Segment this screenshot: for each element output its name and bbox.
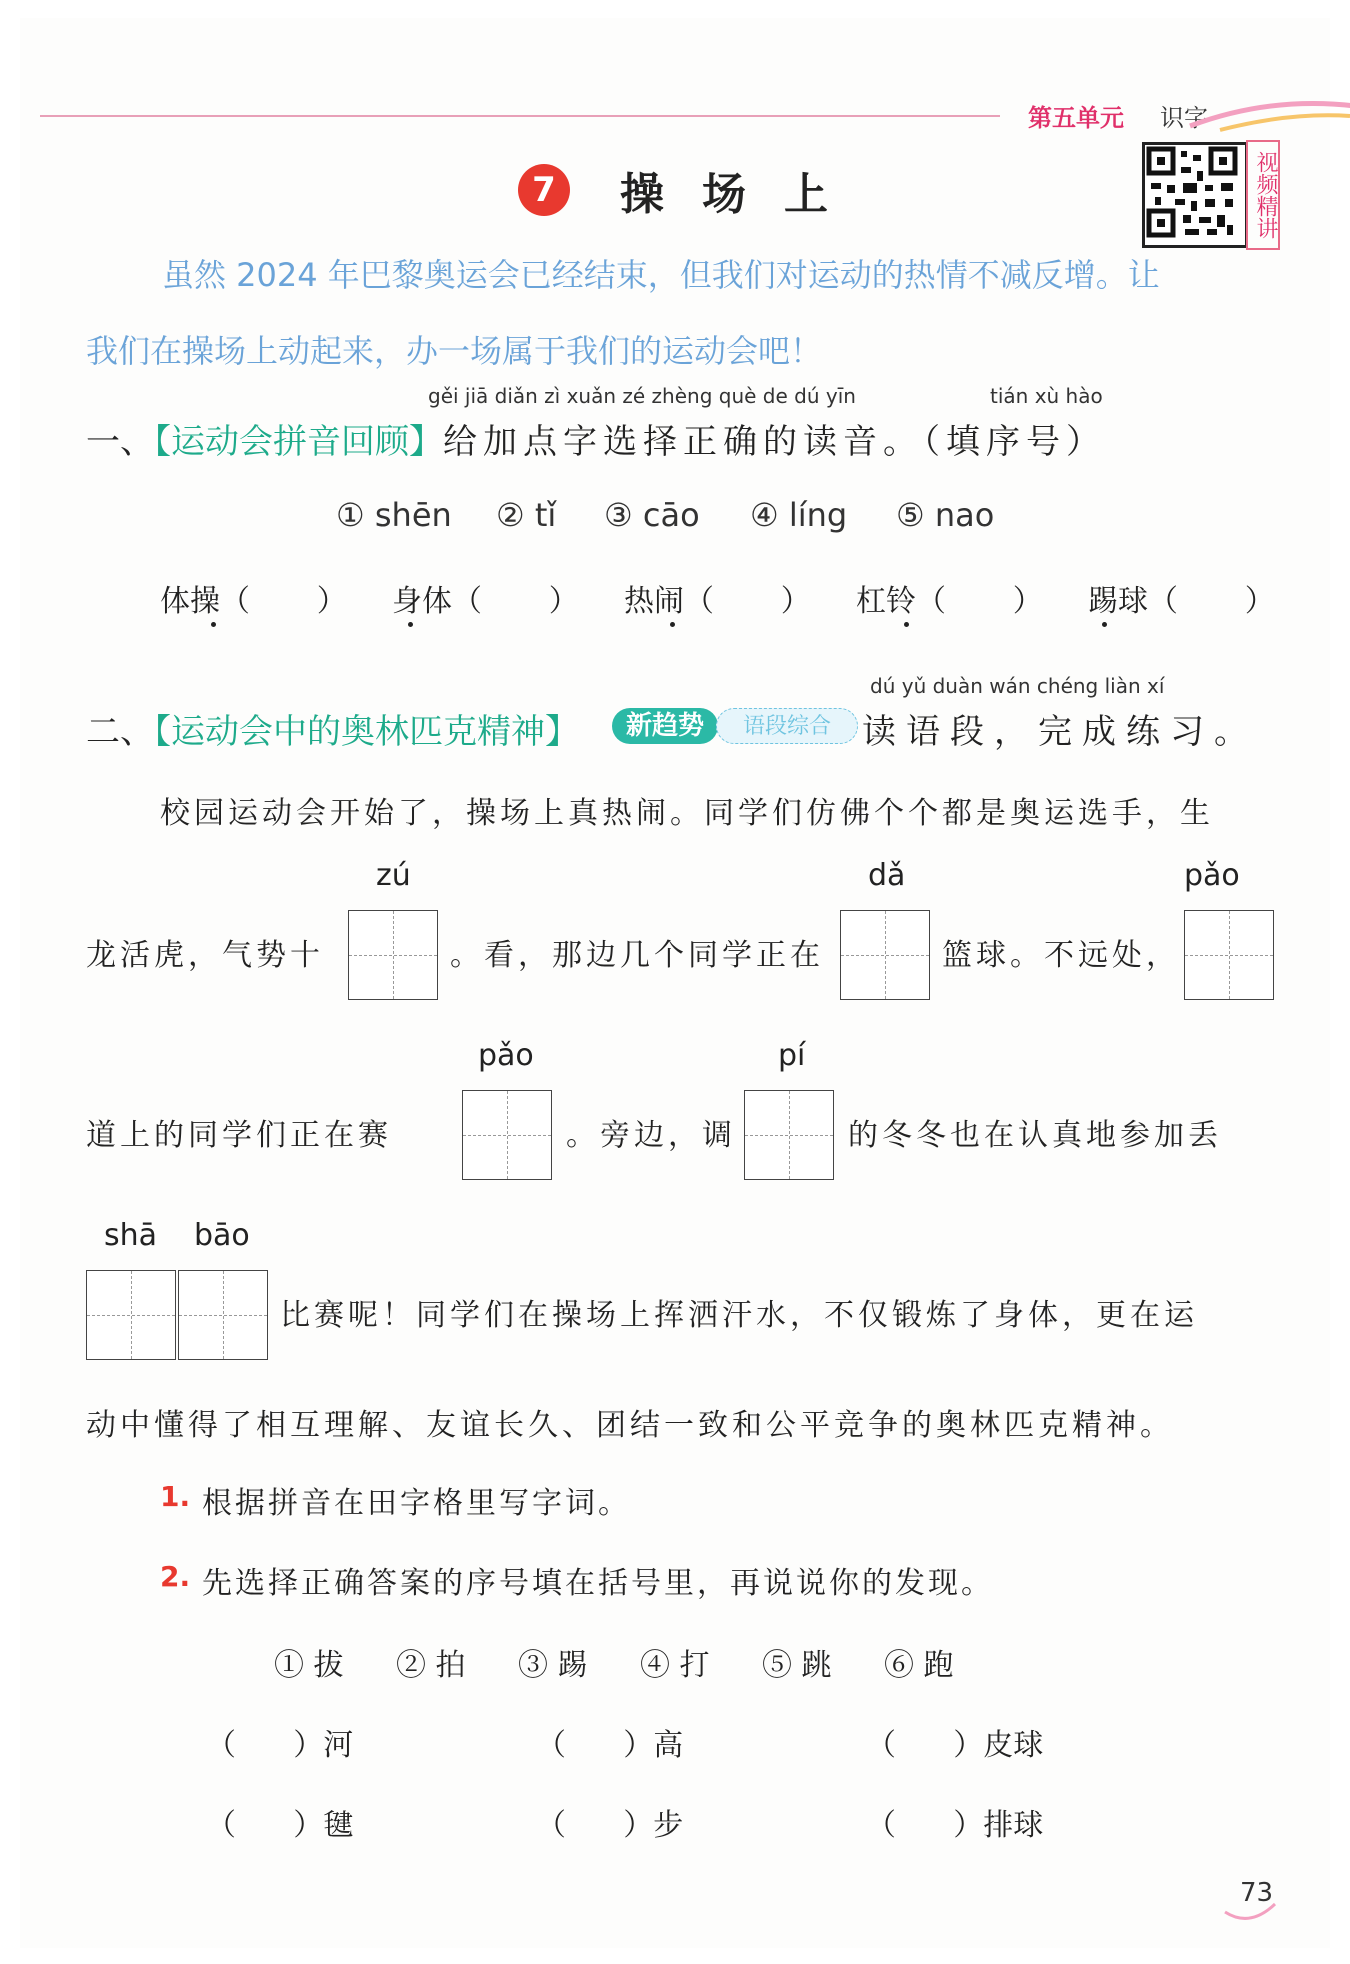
option-5: ⑤ nao xyxy=(896,496,995,534)
box-pinyin: pǎo xyxy=(478,1038,534,1073)
emphasis-dot xyxy=(670,622,675,627)
fill-blank-item[interactable]: （ ）步 xyxy=(536,1808,684,1843)
emphasis-dot xyxy=(1102,622,1107,627)
section1-instruction: 给加点字选择正确的读音。（填序号） xyxy=(443,422,1106,462)
option-4: ④ líng xyxy=(750,496,848,534)
new-trend-badge: 新趋势 xyxy=(612,708,718,744)
section1-heading xyxy=(86,414,1106,463)
box-pinyin: pí xyxy=(778,1038,806,1073)
lesson-title: 操场上 xyxy=(620,169,866,220)
word-item: 身体（ ） xyxy=(392,584,579,619)
option-2: ② tǐ xyxy=(496,496,557,534)
box-pinyin: zú xyxy=(376,858,411,893)
section2-tag: 【运动会中的奥林匹克精神】 xyxy=(154,712,579,752)
section2-pinyin: dú yǔ duàn wán chéng liàn xí xyxy=(870,674,1165,698)
answer-blank[interactable]: （ ） xyxy=(684,584,811,619)
choice-2: ② 拍 xyxy=(396,1648,466,1683)
emphasis-dot xyxy=(904,622,909,627)
question-1-number: 1. xyxy=(160,1480,191,1513)
box-pinyin: bāo xyxy=(194,1218,250,1253)
answer-blank[interactable]: （ ） xyxy=(916,584,1043,619)
passage-line-5: 动中懂得了相互理解、友谊长久、团结一致和公平竞争的奥林匹克精神。 xyxy=(86,1408,1174,1443)
fill-blank-item[interactable]: （ ）河 xyxy=(206,1728,354,1763)
box-pinyin: pǎo xyxy=(1184,858,1240,893)
intro-line-1: 虽然 2024 年巴黎奥运会已经结束，但我们对运动的热情不减反增。让 xyxy=(162,256,1160,294)
passage-line-2b: 。看，那边几个同学正在 xyxy=(450,938,824,973)
writing-grid-box[interactable] xyxy=(744,1090,834,1180)
header-rule xyxy=(40,115,1000,117)
question-2-text: 先选择正确答案的序号填在括号里，再说说你的发现。 xyxy=(202,1566,994,1601)
word-item: 体操（ ） xyxy=(160,584,347,619)
option-3: ③ cāo xyxy=(604,496,700,534)
writing-grid-box[interactable] xyxy=(348,910,438,1000)
section2-instruction: 读语段，完成练习。 xyxy=(862,712,1258,752)
passage-line-3a: 道上的同学们正在赛 xyxy=(86,1118,392,1153)
passage-line-4: 比赛呢！同学们在操场上挥洒汗水，不仅锻炼了身体，更在运 xyxy=(280,1298,1198,1333)
answer-blank[interactable]: （ ） xyxy=(452,584,579,619)
choice-4: ④ 打 xyxy=(640,1648,710,1683)
section1-pinyin: gěi jiā diǎn zì xuǎn zé zhèng què de dú yīn xyxy=(428,384,856,408)
qr-code-icon[interactable] xyxy=(1142,142,1248,248)
word-item: 杠铃（ ） xyxy=(856,584,1043,619)
workbook-page xyxy=(20,18,1330,1948)
section2-prefix: 二、 xyxy=(86,712,154,752)
word-item: 踢球（ ） xyxy=(1088,584,1275,619)
unit-label: 第五单元 xyxy=(1028,104,1124,132)
passage-line-1: 校园运动会开始了，操场上真热闹。同学们仿佛个个都是奥运选手，生 xyxy=(160,796,1214,831)
choice-5: ⑤ 跳 xyxy=(762,1648,832,1683)
option-1: ① shēn xyxy=(336,496,452,534)
emphasis-dot xyxy=(211,622,216,627)
box-pinyin: shā xyxy=(104,1218,158,1253)
page-swoosh-icon xyxy=(1220,1900,1280,1930)
writing-grid-box[interactable] xyxy=(86,1270,176,1360)
lesson-number-badge: 7 xyxy=(518,164,570,216)
question-1-text: 根据拼音在田字格里写字词。 xyxy=(202,1486,631,1521)
section2-heading xyxy=(86,704,579,753)
writing-grid-box[interactable] xyxy=(1184,910,1274,1000)
fill-blank-item[interactable]: （ ）毽 xyxy=(206,1808,354,1843)
passage-line-3c: 的冬冬也在认真地参加丢 xyxy=(848,1118,1222,1153)
page-number: 73 xyxy=(1240,1878,1274,1908)
video-explanation-tag[interactable]: 视频精讲 xyxy=(1246,140,1280,250)
passage-type-badge: 语段综合 xyxy=(716,708,858,744)
choice-6: ⑥ 跑 xyxy=(884,1648,954,1683)
writing-grid-box[interactable] xyxy=(462,1090,552,1180)
header-swoosh-icon xyxy=(1180,96,1350,136)
intro-line-2: 我们在操场上动起来，办一场属于我们的运动会吧！ xyxy=(86,332,823,370)
choice-3: ③ 踢 xyxy=(518,1648,588,1683)
passage-line-3b: 。旁边，调 xyxy=(566,1118,736,1153)
passage-line-2a: 龙活虎，气势十 xyxy=(86,938,324,973)
writing-grid-box[interactable] xyxy=(178,1270,268,1360)
section1-tag: 【运动会拼音回顾】 xyxy=(154,422,443,462)
section1-prefix: 一、 xyxy=(86,422,154,462)
choice-1: ① 拔 xyxy=(274,1648,344,1683)
unit-subject: 识字 xyxy=(1160,104,1208,132)
section1-pinyin-tail: tián xù hào xyxy=(990,384,1103,408)
writing-grid-box[interactable] xyxy=(840,910,930,1000)
emphasis-dot xyxy=(408,622,413,627)
question-2-number: 2. xyxy=(160,1560,191,1593)
word-item: 热闹（ ） xyxy=(624,584,811,619)
answer-blank[interactable]: （ ） xyxy=(220,584,347,619)
fill-blank-item[interactable]: （ ）高 xyxy=(536,1728,684,1763)
fill-blank-item[interactable]: （ ）皮球 xyxy=(866,1728,1044,1763)
passage-line-2c: 篮球。不远处， xyxy=(942,938,1180,973)
fill-blank-item[interactable]: （ ）排球 xyxy=(866,1808,1044,1843)
answer-blank[interactable]: （ ） xyxy=(1148,584,1275,619)
box-pinyin: dǎ xyxy=(868,858,906,893)
